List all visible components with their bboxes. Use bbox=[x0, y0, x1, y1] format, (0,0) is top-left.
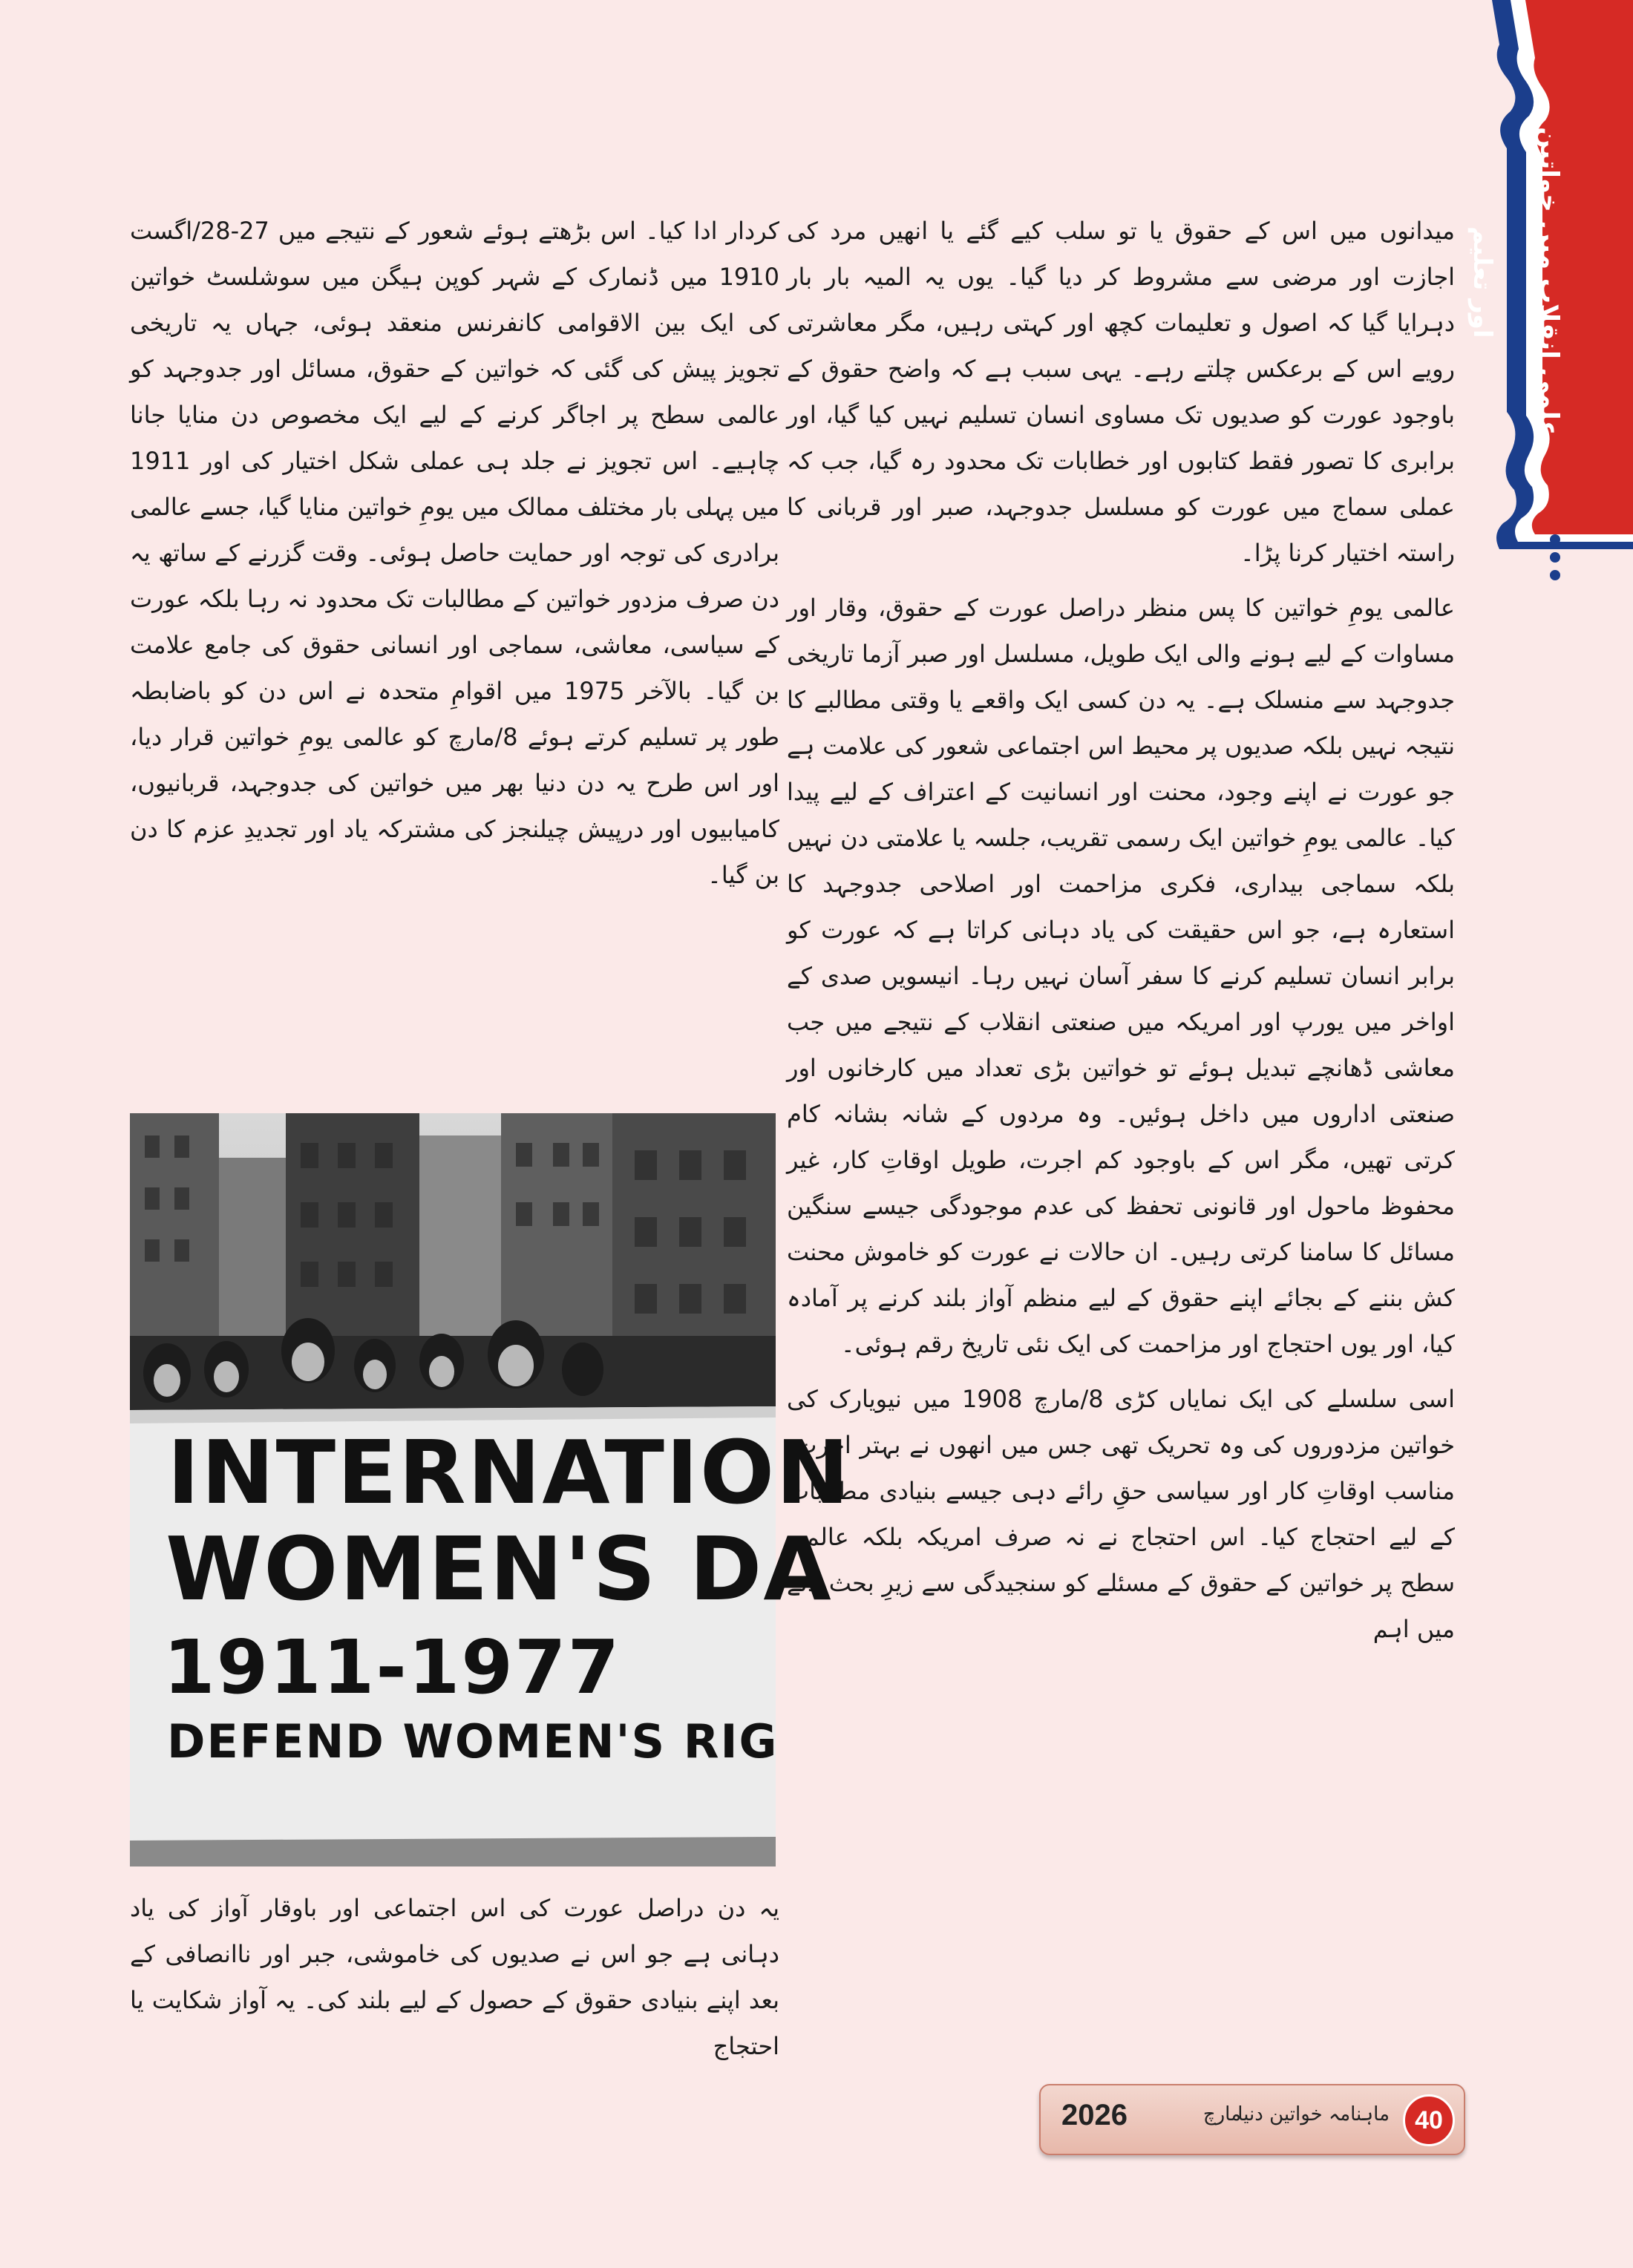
banner-line-1: INTERNATION bbox=[167, 1421, 851, 1524]
protest-photo bbox=[130, 1113, 851, 1866]
page-number: 40 bbox=[1403, 2094, 1455, 2146]
page-footer bbox=[1039, 2084, 1465, 2155]
issue-year: 2026 bbox=[1061, 2099, 1128, 2131]
article-paragraph: میدانوں میں اس کے حقوق یا تو سلب کیے گئے یا انھیں مرد کی اجازت اور مرضی سے مشروط کر دیا گیا۔ یوں یہ المیہ بار بار دہرایا گیا کہ اصول و تعلیمات کچھ اور کہتی رہیں، مگر معاشرتی رویے اس کے برعکس چلتے رہے۔ یہی سبب ہے کہ واضح حقوق کے باوجود عورت کو صدیوں تک مساوی انسان تسلیم نہیں کیا گیا، اور برابری کا تصور فقط کتابوں اور خطابات تک محدود رہ گیا، جب کہ عملی سماج میں عورت کو مسلسل جدوجہد، صبر اور قربانی کا راستہ اختیار کرنا پڑا۔ bbox=[787, 217, 1455, 567]
side-banner-title: علمی انقلاب میں خواتین اور تعلیم bbox=[1467, 126, 1564, 438]
banner-line-3: 1911-1977 bbox=[163, 1624, 621, 1711]
article-paragraph: یہ دن دراصل عورت کی اس اجتماعی اور باوقار آواز کی یاد دہانی ہے جو اس نے صدیوں کی خاموشی، جبر اور ناانصافی کے بعد اپنے بنیادی حقوق کے حصول کے لیے بلند کی۔ یہ آواز شکایت یا احتجاج bbox=[130, 1894, 779, 2060]
banner-line-2: WOMEN'S DA bbox=[166, 1518, 833, 1620]
banner-line-4: DEFEND WOMEN'S RIG bbox=[167, 1714, 779, 1769]
article-paragraph: عالمی یومِ خواتین کا پس منظر دراصل عورت کے حقوق، وقار اور مساوات کے لیے ہونے والی ایک طویل، مسلسل اور صبر آزما تاریخی جدوجہد سے منسلک ہے۔ یہ دن کسی ایک واقعے یا وقتی مطالبے کا نتیجہ نہیں بلکہ صدیوں پر محیط اس اجتماعی شعور کی علامت ہے جو عورت نے اپنے وجود، محنت اور انسانیت کے اعتراف کے لیے پیدا کیا۔ عالمی یومِ خواتین ایک رسمی تقریب، جلسہ یا علامتی دن نہیں بلکہ سماجی بیداری، فکری مزاحمت اور اصلاحی جدوجہد کا استعارہ ہے، جو اس حقیقت کی یاد دہانی کراتا ہے کہ عورت کو برابر انسان تسلیم کرنے کا سفر آسان نہیں رہا۔ انیسویں صدی کے اواخر میں یورپ اور امریکہ میں صنعتی انقلاب کے نتیجے میں جب معاشی ڈھانچے تبدیل ہوئے تو خواتین بڑی تعداد میں کارخانوں اور صنعتی اداروں میں داخل ہوئیں۔ وہ مردوں کے شانہ بشانہ کام کرتی تھیں، مگر اس کے باوجود کم اجرت، طویل اوقاتِ کار، غیر محفوظ ماحول اور قانونی تحفظ کی عدم موجودگی جیسے سنگین مسائل کا سامنا کرتی رہیں۔ ان حالات نے عورت کو خاموش محنت کش بننے کے بجائے اپنے حقوق کے لیے منظم آواز بلند کرنے پر آمادہ کیا، اور یوں احتجاج اور مزاحمت کی ایک نئی تاریخ رقم ہوئی۔ bbox=[787, 594, 1456, 1358]
magazine-name: ماہنامہ خواتین دنیا bbox=[1237, 2103, 1390, 2126]
article-column-right bbox=[787, 208, 1455, 1661]
article-paragraph: اسی سلسلے کی ایک نمایاں کڑی 8/مارچ 1908 میں نیویارک کی خواتین مزدوروں کی وہ تحریک تھی جس میں انھوں نے بہتر اجرت، مناسب اوقاتِ کار اور سیاسی حقِ رائے دہی جیسے بنیادی مطالبات کے لیے احتجاج کیا۔ اس احتجاج نے نہ صرف امریکہ بلکہ عالمی سطح پر خواتین کے حقوق کے مسئلے کو سنجیدگی سے زیرِ بحث لانے میں اہم bbox=[787, 1385, 1456, 1643]
side-dots-ornament bbox=[1544, 534, 1566, 588]
article-column-left-bottom bbox=[130, 1885, 779, 2078]
issue-month: مارچ bbox=[1202, 2103, 1241, 2126]
article-column-left bbox=[130, 208, 779, 907]
side-banner bbox=[1467, 0, 1633, 564]
article-paragraph: کردار ادا کیا۔ اس بڑھتے ہوئے شعور کے نتیجے میں 27-28/اگست 1910 میں ڈنمارک کے شہر کوپن ہیگن میں سوشلسٹ خواتین کی ایک بین الاقوامی کانفرنس منعقد ہوئی، جہاں یہ تاریخی تجویز پیش کی گئی کہ خواتین کے حقوق، مسائل اور جدوجہد کو عالمی سطح پر اجاگر کرنے کے لیے ایک مخصوص دن منایا جانا چاہیے۔ اس تجویز نے جلد ہی عملی شکل اختیار کی اور 1911 میں پہلی بار مختلف ممالک میں یومِ خواتین منایا گیا، جسے عالمی برادری کی توجہ اور حمایت حاصل ہوئی۔ وقت گزرنے کے ساتھ یہ دن صرف مزدور خواتین کے مطالبات تک محدود نہ رہا بلکہ عورت کے سیاسی، معاشی، سماجی اور انسانی حقوق کی جامع علامت بن گیا۔ بالآخر 1975 میں اقوامِ متحدہ نے اس دن کو باضابطہ طور پر تسلیم کرتے ہوئے 8/مارچ کو عالمی یومِ خواتین قرار دیا، اور اس طرح یہ دن دنیا بھر میں خواتین کی جدوجہد، قربانیوں، کامیابیوں اور درپیش چیلنجز کی مشترکہ یاد اور تجدیدِ عزم کا دن بن گیا۔ bbox=[130, 217, 780, 889]
